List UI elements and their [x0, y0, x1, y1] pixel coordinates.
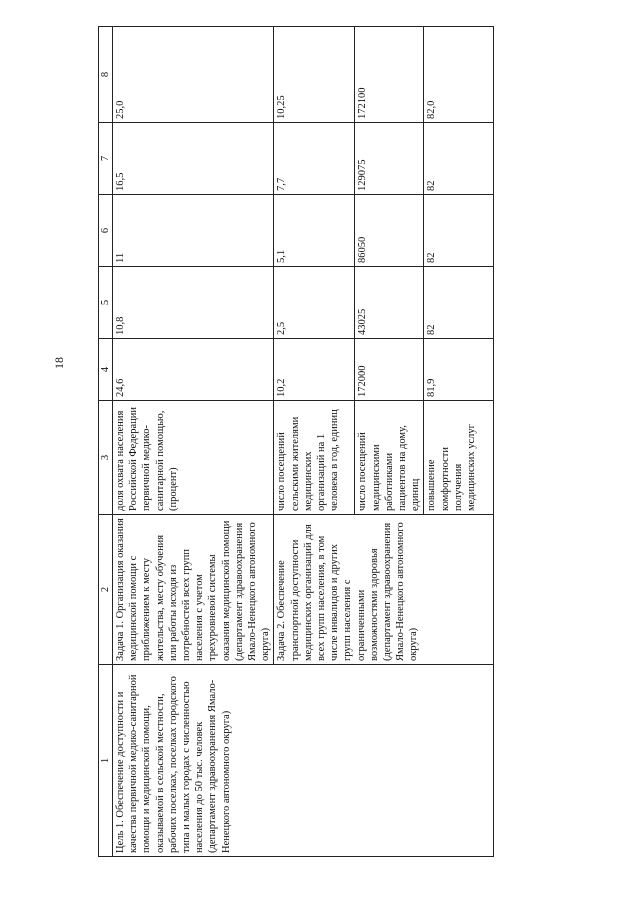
value-cell: 5,1: [274, 195, 355, 267]
header-cell: 7: [99, 123, 113, 195]
header-cell: 1: [99, 665, 113, 857]
value-cell: 10,2: [274, 339, 355, 401]
header-cell: 5: [99, 267, 113, 339]
value-cell: 16,5: [113, 123, 274, 195]
value-cell: 172000: [355, 339, 424, 401]
value-cell: 11: [113, 195, 274, 267]
value-cell: 82: [424, 123, 494, 195]
value-cell: 81,9: [424, 339, 494, 401]
header-row: [99, 27, 113, 857]
task-cell: Задача 1. Организация оказания медицинской помощи с приближением к месту жительства, месту обучения или работы исходя из потребностей всех групп населения с учетом трехуровневой системы оказания медицинской помощи (департамент здравоохранения Ямало-Ненецкого автономного округа): [113, 515, 274, 665]
goal-cell: Цель 1. Обеспечение доступности и качества первичной медико-санитарной помощи и медицинской помощи, оказываемой в сельской местности, рабочих поселках, поселках городского типа и малых городах с численностью населения до 50 тыс. человек (департамент здравоохранения Ямало-Ненецкого автономного округа): [113, 665, 494, 857]
header-cell: 2: [99, 515, 113, 665]
indicator-cell: повышение комфортности получения медицинских услуг: [424, 401, 494, 515]
value-cell: 25,0: [113, 27, 274, 123]
indicator-cell: доля охвата населения Российской Федерации первичной медико-санитарной помощью, (процент): [113, 401, 274, 515]
header-cell: 4: [99, 339, 113, 401]
value-cell: 24,6: [113, 339, 274, 401]
value-cell: 172100: [355, 27, 424, 123]
page-number: 18: [52, 357, 66, 369]
indicator-cell: число посещений сельскими жителями медицинских организаций на 1 человека в год, единиц: [274, 401, 355, 515]
value-cell: 2,5: [274, 267, 355, 339]
header-cell: 8: [99, 27, 113, 123]
value-cell: 86050: [355, 195, 424, 267]
value-cell: 82: [424, 195, 494, 267]
header-cell: 3: [99, 401, 113, 515]
value-cell: 10,8: [113, 267, 274, 339]
task-cell: Задача 2. Обеспечение транспортной доступности медицинских организаций для всех групп населения, в том числе инвалидов и других групп населения с ограниченными возможностями здоровья (департамент здравоохранения Ямало-Ненецкого автономного округа): [274, 515, 494, 665]
value-cell: 43025: [355, 267, 424, 339]
header-cell: 6: [99, 195, 113, 267]
value-cell: 10,25: [274, 27, 355, 123]
rotated-table-container: [98, 27, 526, 857]
value-cell: 7,7: [274, 123, 355, 195]
value-cell: 82: [424, 267, 494, 339]
value-cell: 82,0: [424, 27, 494, 123]
indicators-table: [98, 26, 494, 857]
table-row: [113, 27, 274, 857]
value-cell: 129075: [355, 123, 424, 195]
indicator-cell: число посещений медицинскими работниками пациентов на дому, единиц: [355, 401, 424, 515]
